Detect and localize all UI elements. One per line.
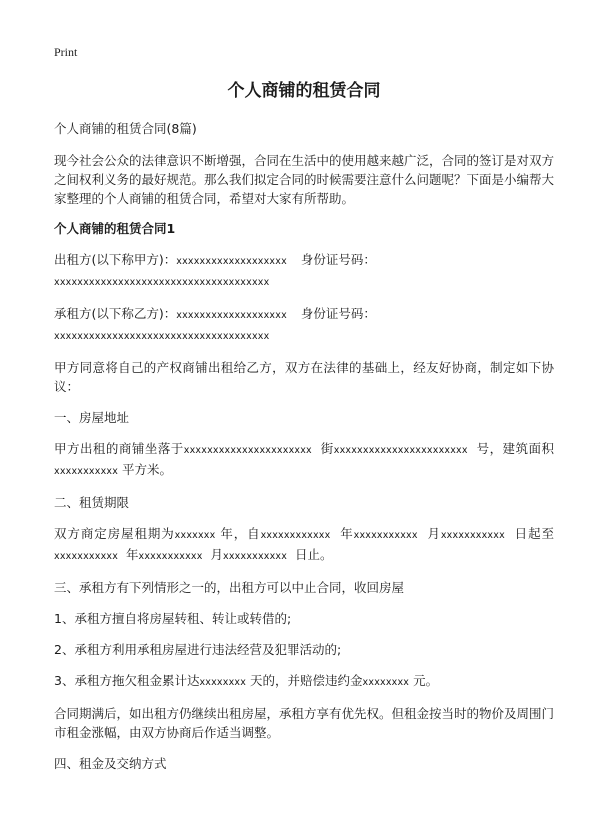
print-link[interactable]: Print (54, 45, 78, 59)
term-text-2: 年，自 (220, 526, 261, 541)
start-month-blank: xxxxxxxxxxx (353, 530, 418, 541)
area-blank: xxxxxxxxxxx (54, 466, 119, 477)
start-year-blank: xxxxxxxxxxxx (260, 530, 331, 541)
lessor-line (54, 250, 554, 292)
lessee-name-blank: xxxxxxxxxxxxxxxxxxx (176, 310, 287, 321)
document-page (54, 44, 554, 785)
term-paragraph (54, 524, 554, 566)
item3-text-1: 3、承租方拖欠租金累计达 (54, 673, 200, 688)
term-text-3: 年 (340, 526, 354, 541)
end-day-blank: xxxxxxxxxxx (223, 551, 288, 562)
document-subtitle: 个人商铺的租赁合同(8篇) (54, 121, 197, 136)
lessee-id-blank: xxxxxxxxxxxxxxxxxxxxxxxxxxxxxxxxxxxxx (54, 331, 270, 342)
term-text-8: 日止。 (295, 547, 333, 562)
renewal-paragraph: 合同期满后，如出租方仍继续出租房屋，承租方享有优先权。但租金按当时的物价及周围门市租金涨幅，由双方协商后作适当调整。 (54, 706, 555, 740)
address-text-3: 号，建筑面积 (476, 441, 554, 456)
section-4-heading: 四、租金及交纳方式 (54, 756, 167, 771)
lessor-id-label: 身份证号码： (300, 252, 376, 267)
intro-paragraph: 现今社会公众的法律意识不断增强，合同在生活中的使用越来越广泛，合同的签订是对双方之间权利义务的最好规范。那么我们拟定合同的时候需要注意什么问题呢？下面是小编帮大家整理的个人商铺的租赁合同，希望对大家有所帮助。 (54, 153, 555, 206)
section-3-item-3 (54, 671, 554, 692)
section-3-item-2: 2、承租方利用承租房屋进行违法经营及犯罪活动的; (54, 642, 342, 657)
address-blank-1: xxxxxxxxxxxxxxxxxxxxxx (183, 445, 312, 456)
lessee-id-label: 身份证号码： (300, 306, 376, 321)
address-blank-2: xxxxxxxxxxxxxxxxxxxxxxx (333, 445, 468, 456)
penalty-blank: xxxxxxxx (362, 677, 410, 688)
lessor-id-blank: xxxxxxxxxxxxxxxxxxxxxxxxxxxxxxxxxxxxx (54, 277, 270, 288)
lessor-name-blank: xxxxxxxxxxxxxxxxxxx (176, 256, 287, 267)
section-2-heading: 二、租赁期限 (54, 495, 130, 510)
term-years-blank: xxxxxxx (174, 530, 216, 541)
term-text-1: 双方商定房屋租期为 (54, 526, 175, 541)
contract-heading: 个人商铺的租赁合同1 (54, 221, 176, 236)
section-1-heading: 一、房屋地址 (54, 410, 130, 425)
agreement-paragraph: 甲方同意将自己的产权商铺出租给乙方，双方在法律的基础上，经友好协商，制定如下协议： (54, 360, 554, 394)
item3-text-2: 天的，并赔偿违约金 (250, 673, 363, 688)
term-text-5: 日起至 (514, 526, 554, 541)
term-text-4: 月 (427, 526, 441, 541)
end-year-blank: xxxxxxxxxxx (54, 551, 119, 562)
address-text-2: 街 (320, 441, 334, 456)
page-title: 个人商铺的租赁合同 (227, 81, 381, 101)
address-text-1: 甲方出租的商铺坐落于 (54, 441, 184, 456)
section-3-item-1: 1、承租方擅自将房屋转租、转让或转借的; (54, 611, 292, 626)
item3-text-3: 元。 (413, 673, 439, 688)
lessor-label: 出租方(以下称甲方)： (54, 252, 177, 267)
lessee-line (54, 304, 554, 346)
section-3-heading: 三、承租方有下列情形之一的，出租方可以中止合同，收回房屋 (54, 580, 405, 595)
arrears-days-blank: xxxxxxxx (199, 677, 247, 688)
term-text-6: 年 (126, 547, 139, 562)
address-text-4: 平方米。 (122, 462, 173, 477)
term-text-7: 月 (210, 547, 224, 562)
address-paragraph (54, 439, 554, 481)
start-day-blank: xxxxxxxxxxx (440, 530, 505, 541)
lessee-label: 承租方(以下称乙方)： (54, 306, 177, 321)
end-month-blank: xxxxxxxxxxx (138, 551, 203, 562)
